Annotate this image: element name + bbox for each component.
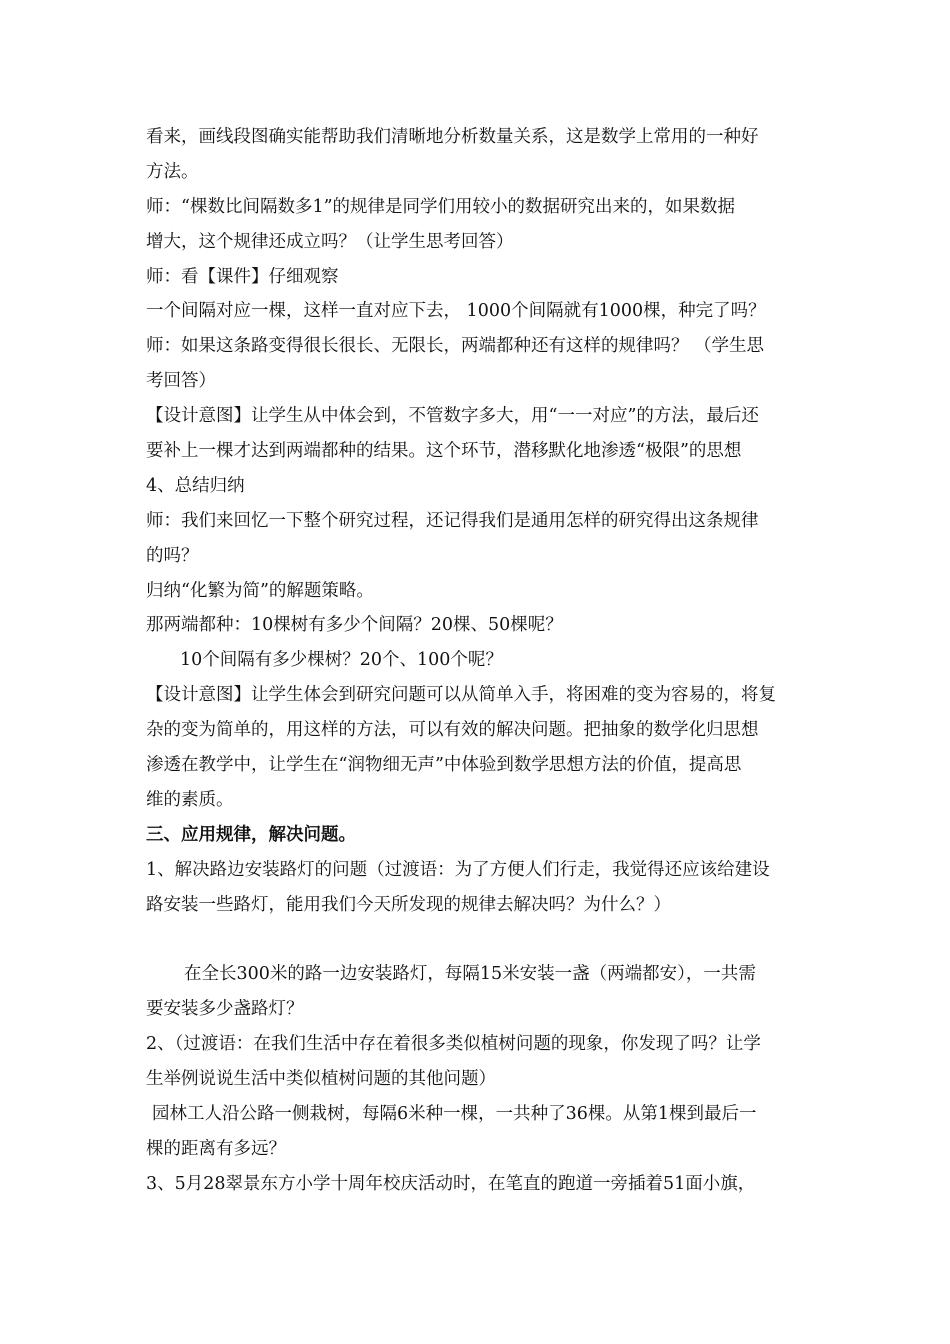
text-line: 归纳“化繁为简”的解题策略。: [146, 580, 374, 601]
section-heading: 4、总结归纳: [146, 475, 245, 496]
text-line: 10个间隔有多少棵树？20个、100个呢？: [180, 650, 503, 671]
design-intent-line: 【设计意图】让学生体会到研究问题可以从简单入手，将困难的变为容易的，将复: [146, 685, 776, 706]
text-line: 师：看【课件】仔细观察: [146, 266, 339, 287]
design-intent-line: 【设计意图】让学生从中体会到，不管数字多大，用“一一对应”的方法，最后还: [146, 406, 759, 427]
text-line: 渗透在教学中，让学生在“润物细无声”中体验到数学思想方法的价值，提高思: [146, 755, 742, 776]
text-line: 的吗？: [146, 545, 199, 566]
text-line: 考回答）: [146, 371, 216, 392]
text-line: 3、5月28翠景东方小学十周年校庆活动时，在笔直的跑道一旁插着51面小旗，: [146, 1173, 756, 1194]
problem-line: 要安装多少盏路灯？: [146, 999, 304, 1020]
text-line: 1、解决路边安装路灯的问题（过渡语：为了方便人们行走，我觉得还应该给建设: [146, 859, 770, 880]
problem-line: 在全长300米的路一边安装路灯，每隔15米安装一盏（两端都安），一共需: [184, 964, 756, 985]
text-line: 师：“棵数比间隔数多1”的规律是同学们用较小的数据研究出来的，如果数据: [146, 196, 736, 217]
text-line: 2、（过渡语：在我们生活中存在着很多类似植树问题的现象，你发现了吗？让学: [146, 1034, 761, 1055]
text-line: 杂的变为简单的，用这样的方法，可以有效的解决问题。把抽象的数学化归思想: [146, 720, 759, 741]
text-line: 生举例说说生活中类似植树问题的其他问题）: [146, 1069, 496, 1090]
section-heading: 三、应用规律，解决问题。: [146, 824, 356, 845]
text-line: 增大，这个规律还成立吗？（让学生思考回答）: [146, 231, 514, 252]
text-line: 方法。: [146, 161, 199, 182]
document-body: [146, 120, 812, 1202]
text-line: 一个间隔对应一棵，这样一直对应下去， 1000个间隔就有1000棵，种完了吗？: [146, 301, 766, 322]
text-line: 看来，画线段图确实能帮助我们清晰地分析数量关系，这是数学上常用的一种好: [146, 127, 759, 147]
problem-line: 棵的距离有多远？: [146, 1138, 286, 1159]
text-line: 师：我们来回忆一下整个研究过程，还记得我们是通用怎样的研究得出这条规律: [146, 510, 759, 531]
text-line: 要补上一棵才达到两端都种的结果。这个环节，潜移默化地渗透“极限”的思想: [146, 441, 742, 462]
text-line: 师：如果这条路变得很长很长、无限长，两端都种还有这样的规律吗？ （学生思: [146, 336, 765, 357]
text-line: 那两端都种：10棵树有多少个间隔？20棵、50棵呢？: [146, 615, 563, 636]
blank-line: [146, 922, 812, 957]
problem-line: 园林工人沿公路一侧栽树，每隔6米种一棵，一共种了36棵。从第1棵到最后一: [152, 1103, 757, 1124]
text-line: 路安装一些路灯，能用我们今天所发现的规律去解决吗？为什么？）: [146, 894, 671, 915]
text-line: 维的素质。: [146, 789, 234, 810]
